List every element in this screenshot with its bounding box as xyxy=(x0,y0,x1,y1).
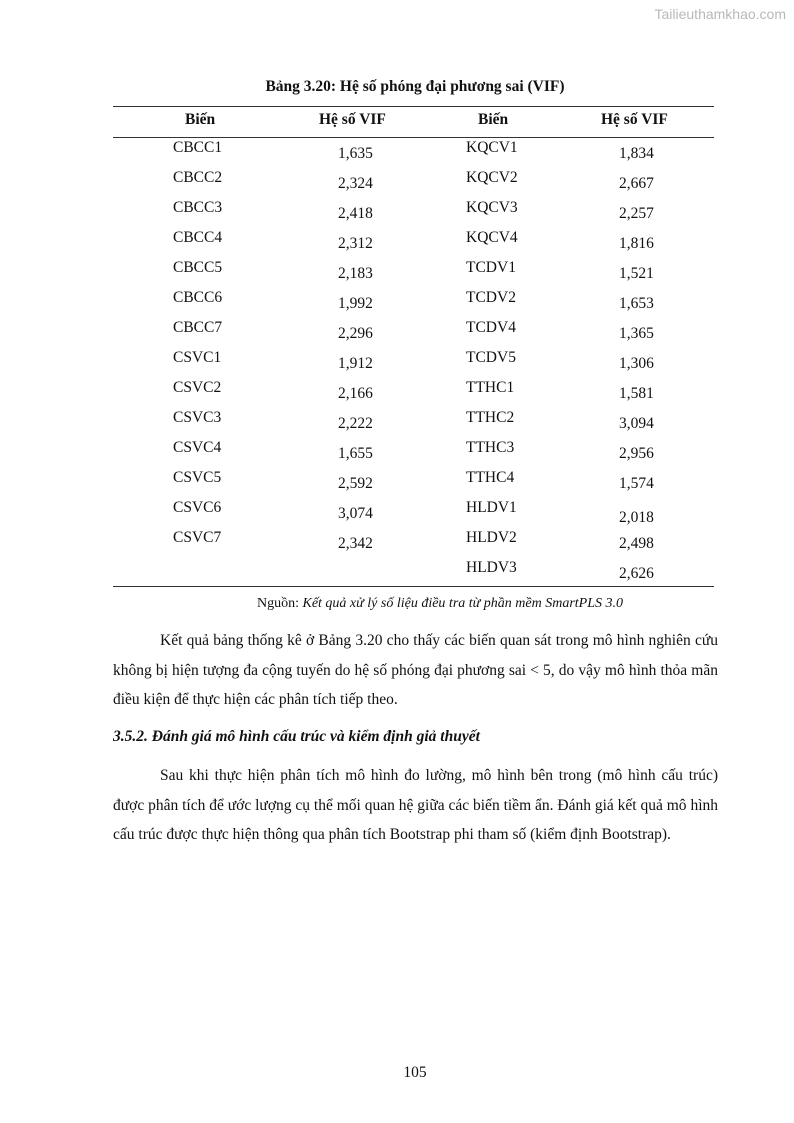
watermark: Tailieuthamkhao.com xyxy=(654,6,786,22)
vif-left-cell: 2,342 xyxy=(338,535,373,552)
header-vif-1: Hệ số VIF xyxy=(319,111,386,128)
vif-left-cell: 1,992 xyxy=(338,295,373,312)
variable-right-cell: TTHC4 xyxy=(466,469,515,486)
variable-right-cell: KQCV3 xyxy=(466,199,518,216)
table-row xyxy=(0,199,794,229)
vif-right-cell: 1,574 xyxy=(619,475,654,492)
vif-right-cell: 2,498 xyxy=(619,535,654,552)
table-row xyxy=(0,559,794,589)
header-bien-1: Biến xyxy=(185,111,216,128)
table-row xyxy=(0,499,794,529)
variable-right-cell: TCDV5 xyxy=(466,349,516,366)
vif-right-cell: 2,018 xyxy=(619,509,654,526)
variable-left-cell: CBCC4 xyxy=(173,229,223,246)
table-source xyxy=(0,596,794,612)
vif-left-cell: 2,418 xyxy=(338,205,373,222)
variable-left-cell: CBCC3 xyxy=(173,199,223,216)
variable-left-cell: CSVC2 xyxy=(173,379,222,396)
header-vif-2: Hệ số VIF xyxy=(601,111,668,128)
table-row xyxy=(0,319,794,349)
table-top-rule xyxy=(113,106,714,107)
variable-left-cell: CSVC4 xyxy=(173,439,222,456)
variable-left-cell: CBCC1 xyxy=(173,139,223,156)
vif-left-cell: 1,655 xyxy=(338,445,373,462)
variable-left-cell: CSVC5 xyxy=(173,469,222,486)
vif-left-cell: 2,166 xyxy=(338,385,373,402)
vif-left-cell: 2,222 xyxy=(338,415,373,432)
vif-left-cell: 2,592 xyxy=(338,475,373,492)
vif-right-cell: 2,667 xyxy=(619,175,654,192)
source-label: Nguồn: xyxy=(256,596,303,611)
paragraph-result: Kết quả bảng thống kê ở Bảng 3.20 cho thấy các biến quan sát trong mô hình nghiên cứu không bị hiện tượng đa cộng tuyến do hệ số phóng đại phương sai < 5, do vậy mô hình thỏa mãn điều kiện để thực hiện các phân tích tiếp theo. xyxy=(113,632,718,708)
paragraph-structural-model: Sau khi thực hiện phân tích mô hình đo lường, mô hình bên trong (mô hình cấu trúc) được phân tích để ước lượng cụ thể mối quan hệ giữa các biến tiềm ẩn. Đánh giá kết quả mô hình cấu trúc được thực hiện thông qua phân tích Bootstrap phi tham số (kiểm định Bootstrap). xyxy=(113,767,718,843)
vif-right-cell: 1,521 xyxy=(619,265,654,282)
header-bien-2: Biến xyxy=(478,111,509,128)
variable-right-cell: TCDV4 xyxy=(466,319,516,336)
table-row xyxy=(0,169,794,199)
variable-left-cell: CSVC6 xyxy=(173,499,222,516)
variable-right-cell: TTHC1 xyxy=(466,379,515,396)
variable-left-cell: CSVC1 xyxy=(173,349,222,366)
vif-left-cell: 3,074 xyxy=(338,505,373,522)
vif-right-cell: 2,626 xyxy=(619,565,654,582)
page-number: 105 xyxy=(403,1064,427,1081)
vif-right-cell: 1,306 xyxy=(619,355,654,372)
variable-left-cell: CBCC2 xyxy=(173,169,223,186)
vif-right-cell: 1,816 xyxy=(619,235,654,252)
variable-right-cell: TTHC3 xyxy=(466,439,515,456)
source-text: Kết quả xử lý số liệu điều tra từ phần mềm SmartPLS 3.0 xyxy=(302,596,624,611)
table-row xyxy=(0,349,794,379)
table-row xyxy=(0,229,794,259)
table-row xyxy=(0,139,794,169)
section-heading: 3.5.2. Đánh giá mô hình cấu trúc và kiểm định giả thuyết xyxy=(113,728,480,745)
variable-left-cell: CBCC5 xyxy=(173,259,223,276)
variable-right-cell: HLDV1 xyxy=(466,499,517,516)
vif-right-cell: 1,581 xyxy=(619,385,654,402)
table-row xyxy=(0,409,794,439)
vif-left-cell: 1,635 xyxy=(338,145,373,162)
table-header-rule xyxy=(113,137,714,138)
variable-right-cell: TTHC2 xyxy=(466,409,515,426)
table-body xyxy=(0,139,794,589)
vif-left-cell: 2,312 xyxy=(338,235,373,252)
variable-left-cell: CBCC6 xyxy=(173,289,223,306)
table-row xyxy=(0,529,794,559)
table-row xyxy=(0,439,794,469)
variable-right-cell: TCDV2 xyxy=(466,289,516,306)
variable-right-cell: KQCV2 xyxy=(466,169,518,186)
vif-right-cell: 1,653 xyxy=(619,295,654,312)
variable-left-cell: CSVC7 xyxy=(173,529,222,546)
variable-right-cell: KQCV1 xyxy=(466,139,518,156)
table-row xyxy=(0,289,794,319)
vif-left-cell: 2,324 xyxy=(338,175,373,192)
vif-right-cell: 2,257 xyxy=(619,205,654,222)
variable-right-cell: HLDV2 xyxy=(466,529,517,546)
table-row xyxy=(0,379,794,409)
vif-right-cell: 1,365 xyxy=(619,325,654,342)
table-row xyxy=(0,469,794,499)
table-row xyxy=(0,259,794,289)
variable-right-cell: TCDV1 xyxy=(466,259,516,276)
variable-right-cell: HLDV3 xyxy=(466,559,517,576)
vif-left-cell: 1,912 xyxy=(338,355,373,372)
vif-right-cell: 1,834 xyxy=(619,145,654,162)
table-bottom-rule xyxy=(113,586,714,587)
vif-right-cell: 2,956 xyxy=(619,445,654,462)
variable-left-cell: CSVC3 xyxy=(173,409,222,426)
vif-left-cell: 2,183 xyxy=(338,265,373,282)
table-caption: Bảng 3.20: Hệ số phóng đại phương sai (VIF) xyxy=(265,78,565,95)
vif-right-cell: 3,094 xyxy=(619,415,654,432)
variable-left-cell: CBCC7 xyxy=(173,319,223,336)
vif-left-cell: 2,296 xyxy=(338,325,373,342)
variable-right-cell: KQCV4 xyxy=(466,229,518,246)
